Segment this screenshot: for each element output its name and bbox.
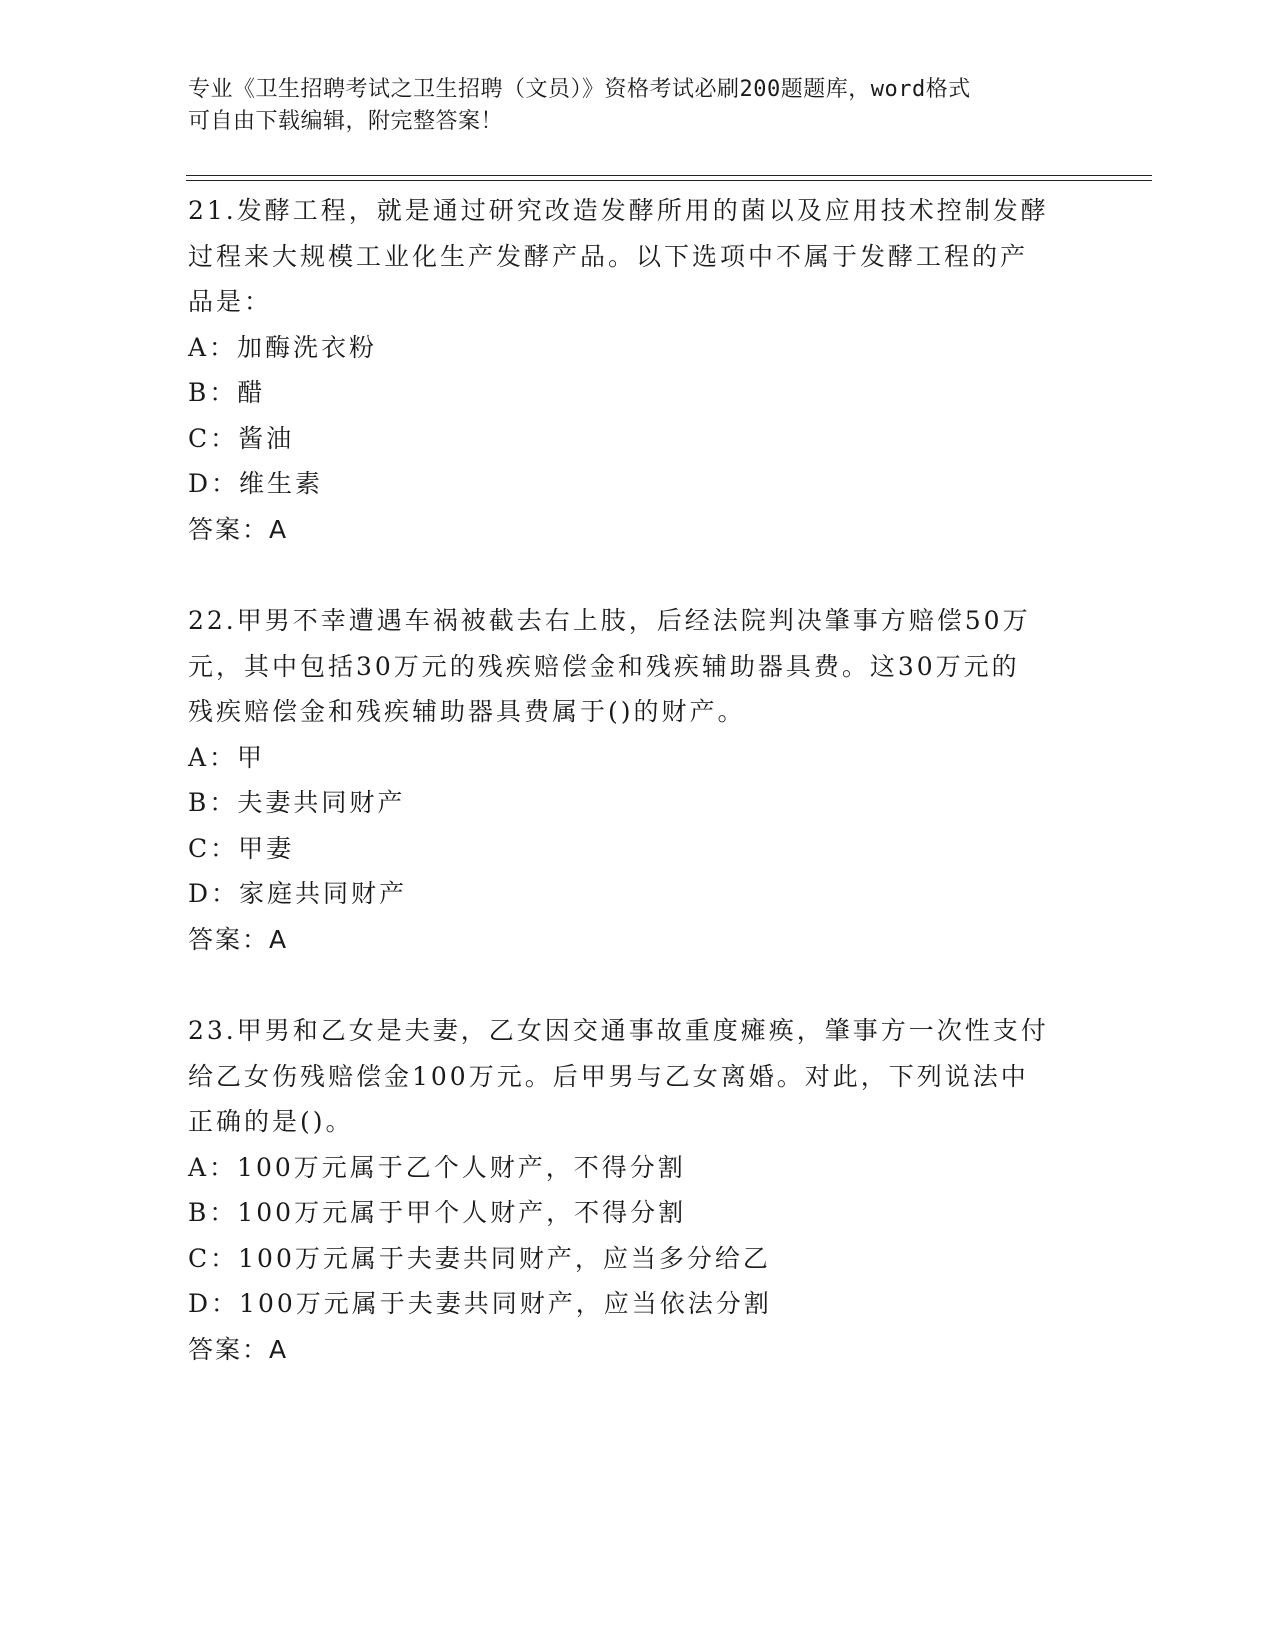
option-c: C：甲妻 [188, 833, 295, 863]
question-text-line: 元，其中包括30万元的残疾赔偿金和残疾辅助器具费。这30万元的 [188, 651, 1020, 681]
answer-line: 答案：A [188, 1334, 289, 1364]
option-c: C：酱油 [188, 423, 295, 453]
header-line-2: 可自由下载编辑，附完整答案！ [188, 109, 504, 134]
option-a: A：加酶洗衣粉 [188, 332, 378, 362]
option-a: A：100万元属于乙个人财产，不得分割 [188, 1152, 686, 1182]
option-b: B：夫妻共同财产 [188, 788, 406, 817]
question-text-line: 给乙女伤残赔偿金100万元。后甲男与乙女离婚。对此，下列说法中 [188, 1061, 1029, 1091]
question-23 [188, 1008, 1088, 1372]
question-text-line: 品是： [188, 287, 273, 316]
option-b: B：醋 [188, 378, 266, 407]
question-text-line: 23.甲男和乙女是夫妻，乙女因交通事故重度瘫痪，肇事方一次性支付 [188, 1016, 1049, 1045]
question-text-line: 22.甲男不幸遭遇车祸被截去右上肢，后经法院判决肇事方赔偿50万 [188, 606, 1031, 635]
option-c: C：100万元属于夫妻共同财产，应当多分给乙 [188, 1243, 771, 1273]
question-text-line: 残疾赔偿金和残疾辅助器具费属于()的财产。 [188, 697, 746, 726]
question-list [188, 188, 1088, 1418]
header-line-1: 专业《卫生招聘考试之卫生招聘（文员）》资格考试必刷200题题库，word格式 [188, 77, 971, 102]
option-b: B：100万元属于甲个人财产，不得分割 [188, 1198, 687, 1227]
question-22 [188, 598, 1088, 962]
option-d: D：家庭共同财产 [188, 879, 408, 908]
question-21 [188, 188, 1088, 552]
answer-line: 答案：A [188, 924, 289, 954]
question-text-line: 正确的是()。 [188, 1107, 354, 1136]
option-d: D：维生素 [188, 469, 324, 498]
question-text-line: 过程来大规模工业化生产发酵产品。以下选项中不属于发酵工程的产 [188, 241, 1029, 271]
header-divider-bottom [186, 180, 1152, 181]
header-divider-top [186, 175, 1152, 176]
option-d: D：100万元属于夫妻共同财产，应当依法分割 [188, 1289, 772, 1318]
question-text-line: 21.发酵工程，就是通过研究改造发酵所用的菌以及应用技术控制发酵 [188, 196, 1049, 225]
answer-line: 答案：A [188, 514, 289, 544]
document-header [188, 74, 1068, 138]
option-a: A：甲 [188, 742, 266, 772]
